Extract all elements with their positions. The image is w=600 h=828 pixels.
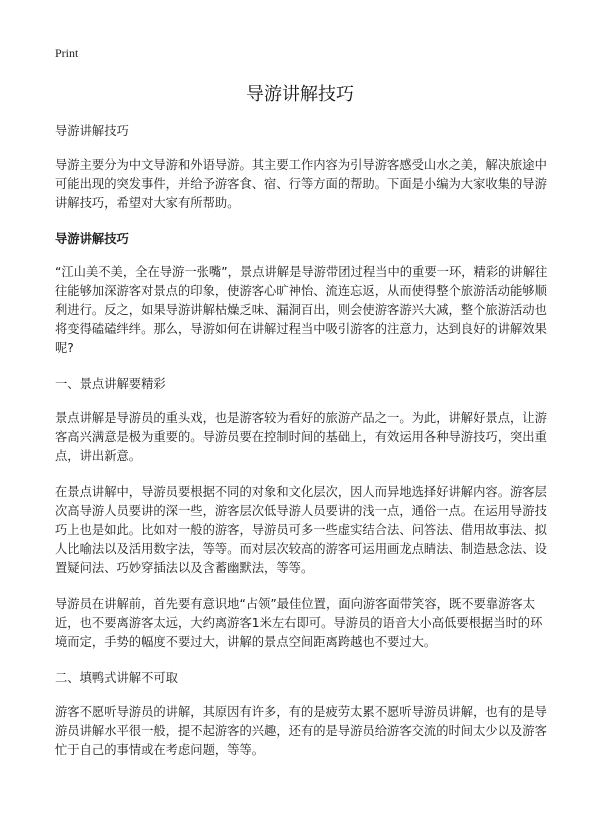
print-link[interactable]: Print (55, 46, 79, 60)
body-paragraph: 游客不愿听导游员的讲解，其原因有许多，有的是疲劳太累不愿听导游员讲解，也有的是导游员讲解水平很一般，提不起游客的兴趣，还有的是导游员给游客交流的时间太少以及游客忙于自己的事情或在考虑问题，等等。 (55, 705, 547, 757)
body-paragraph: 在景点讲解中，导游员要根据不同的对象和文化层次，因人而异地选择好讲解内容。游客层次高导游人员要讲的深一些，游客层次低导游人员要讲的浅一点，通俗一点。在运用导游技巧上也是如此。比如对一般的游客，导游员可多一些虚实结合法、问答法、借用故事法、拟人比喻法以及活用数字法，等等。而对层次较高的游客可运用画龙点睛法、制造悬念法、设置疑问法、巧妙穿插法以及含蓄幽默法，等等。 (55, 485, 547, 575)
article-body (55, 122, 549, 777)
intro-paragraph: 导游主要分为中文导游和外语导游。其主要工作内容为引导游客感受山水之美，解决旅途中可能出现的突发事件，并给予游客食、宿、行等方面的帮助。下面是小编为大家收集的导游讲解技巧，希望对大家有所帮助。 (55, 158, 547, 210)
subsection-heading: 二、填鸭式讲解不可取 (55, 671, 178, 685)
section-heading: 导游讲解技巧 (55, 232, 129, 246)
page-title: 导游讲解技巧 (246, 84, 354, 105)
subsection-heading: 一、景点讲解要精彩 (55, 377, 166, 391)
body-paragraph: “江山美不美，全在导游一张嘴”，景点讲解是导游带团过程当中的重要一环，精彩的讲解往往能够加深游客对景点的印象，使游客心旷神怡、流连忘返，从而使得整个旅游活动能够顺利进行。反之，如果导游讲解枯燥乏味、漏洞百出，则会使游客游兴大减，整个旅游活动也将变得磕磕绊绊。那么，导游如何在讲解过程当中吸引游客的注意力，达到良好的讲解效果呢? (55, 265, 548, 355)
subtitle-line: 导游讲解技巧 (55, 124, 129, 138)
body-paragraph: 导游员在讲解前，首先要有意识地“占领”最佳位置，面向游客面带笑容，既不要靠游客太近，也不要离游客太远，大约离游客1米左右即可。导游员的语音大小高低要根据当时的环境而定，手势的幅度不要过大，讲解的景点空间距离跨越也不要过大。 (55, 597, 543, 649)
body-paragraph: 景点讲解是导游员的重头戏，也是游客较为看好的旅游产品之一。为此，讲解好景点，让游客高兴满意是极为重要的。导游员要在控制时间的基础上，有效运用各种导游技巧，突出重点，讲出新意。 (55, 411, 547, 463)
